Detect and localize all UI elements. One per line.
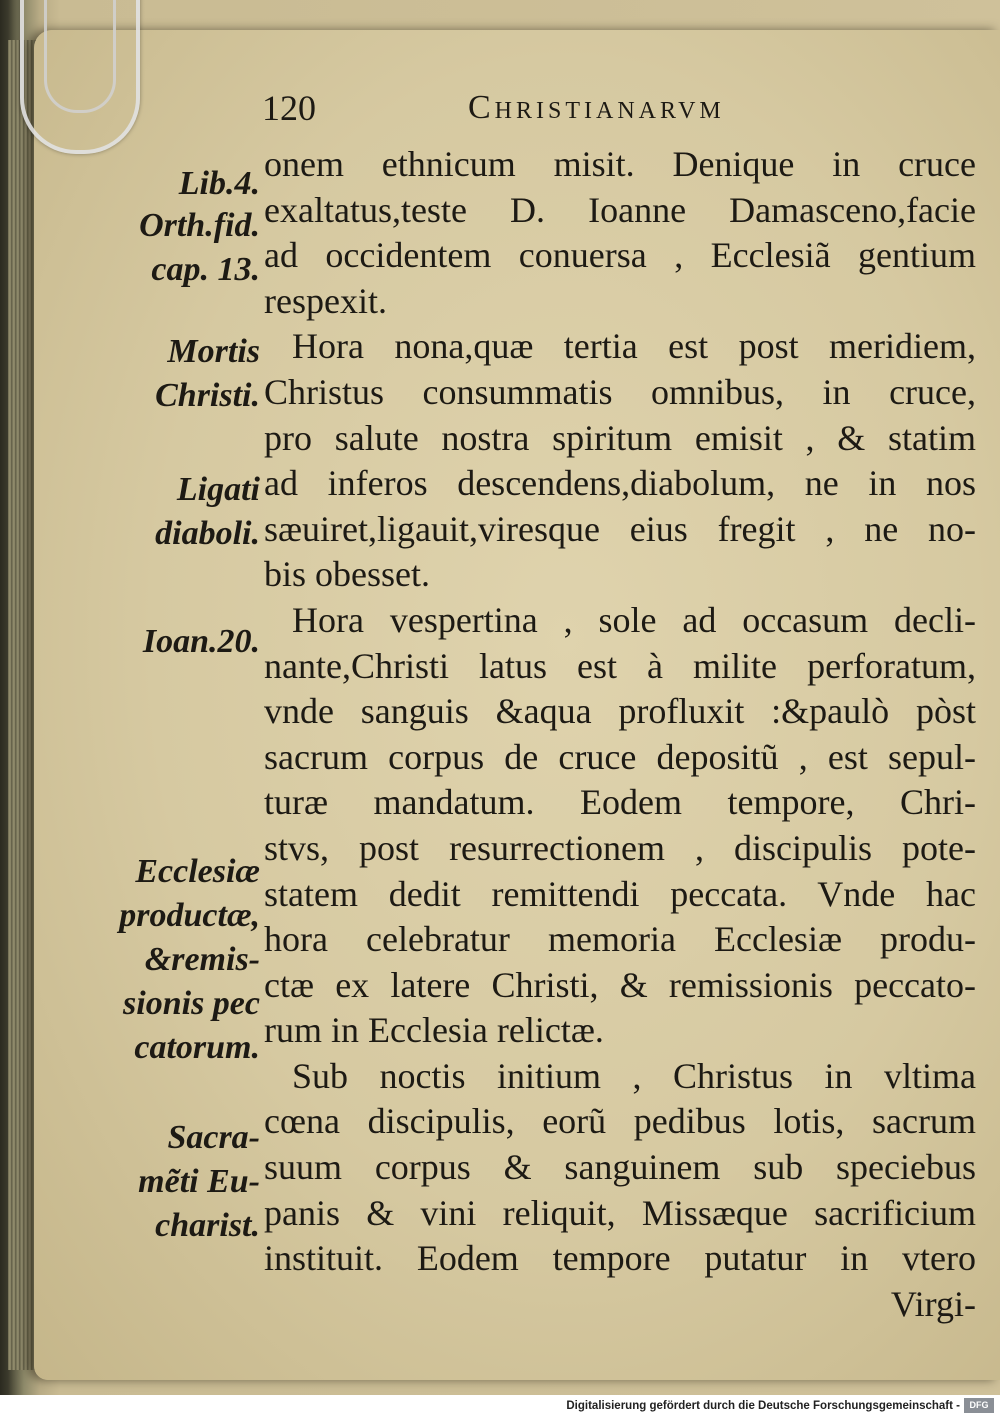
text-line: Hora vespertina , sole ad occasum decli- [292,599,976,640]
text-line: pro salute nostra spiritum emisit , & statim [264,417,976,458]
text-line: respexit. [264,280,387,321]
text-line: bis obesset. [264,554,430,595]
text-line: exaltatus,teste D. Ioanne Damasceno,facie [264,189,976,230]
text-line: sacrum corpus de cruce depositũ , est sepul- [264,736,976,777]
dfg-logo-icon: DFG [964,1398,994,1413]
margin-note: catorum. [134,1029,260,1066]
margin-note: Lib.4. [178,165,260,202]
text-line: instituit. Eodem tempore putatur in vtero [264,1238,976,1279]
text-line: panis & vini reliquit, Missæque sacrificium [264,1192,976,1233]
text-line: onem ethnicum misit. Denique in cruce [264,144,976,184]
margin-note: sionis pec [123,985,260,1022]
margin-note: Orth.fid. [139,207,260,244]
body-text [264,142,976,1327]
text-line: nante,Christi latus est à milite perforatum, [264,645,976,686]
text-line: ad occidentem conuersa , Ecclesiã gentium [264,235,976,276]
text-line: statem dedit remittendi peccata. Vnde hac [264,873,976,914]
text-line: suum corpus & sanguinem sub speciebus [264,1147,976,1188]
text-line: ctæ ex latere Christi, & remissionis peccato- [264,964,976,1005]
margin-note: cap. 13. [151,251,260,288]
margin-note: charist. [155,1207,260,1244]
margin-note: Ecclesiæ [135,853,260,890]
margin-note: mẽti Eu- [138,1163,260,1200]
text-line: cœna discipulis, eorũ pedibus lotis, sacrum [264,1101,976,1142]
text-line: rum in Ecclesia relictæ. [264,1010,604,1051]
text-line: stvs, post resurrectionem , discipulis pote- [264,827,976,868]
digitization-footer [0,1395,1000,1417]
margin-note: Mortis [167,333,260,370]
text-line: hora celebratur memoria Ecclesiæ produ- [264,919,976,960]
text-line: ad inferos descendens,diabolum, ne in nos [264,463,976,504]
margin-note: Christi. [155,377,260,414]
text-line: vnde sanguis &aqua profluxit :&paulò pòst [264,691,976,732]
margin-note: Ligati [176,471,260,508]
margin-note: Ioan.20. [142,623,260,660]
text-line: turæ mandatum. Eodem tempore, Chri- [264,782,976,823]
catchword: Virgi- [890,1283,976,1324]
margin-note: diaboli. [155,515,260,552]
text-line: Christus consummatis omnibus, in cruce, [264,371,976,412]
text-line: sæuiret,ligauit,viresque eius fregit , ne no- [264,508,976,549]
margin-note: productæ, [119,897,260,934]
running-title: Christianarvm [468,89,725,126]
text-line: Sub noctis initium , Christus in vltima [292,1055,976,1096]
page-number: 120 [262,88,316,128]
margin-note: Sacra- [167,1119,260,1156]
running-head [262,86,842,130]
margin-note: &remis- [144,941,260,978]
text-line: Hora nona,quæ tertia est post meridiem, [292,326,976,367]
funding-credit: Digitalisierung gefördert durch die Deutsche Forschungsgemeinschaft - [566,1400,960,1412]
paper-clip-inner-icon [44,0,116,113]
